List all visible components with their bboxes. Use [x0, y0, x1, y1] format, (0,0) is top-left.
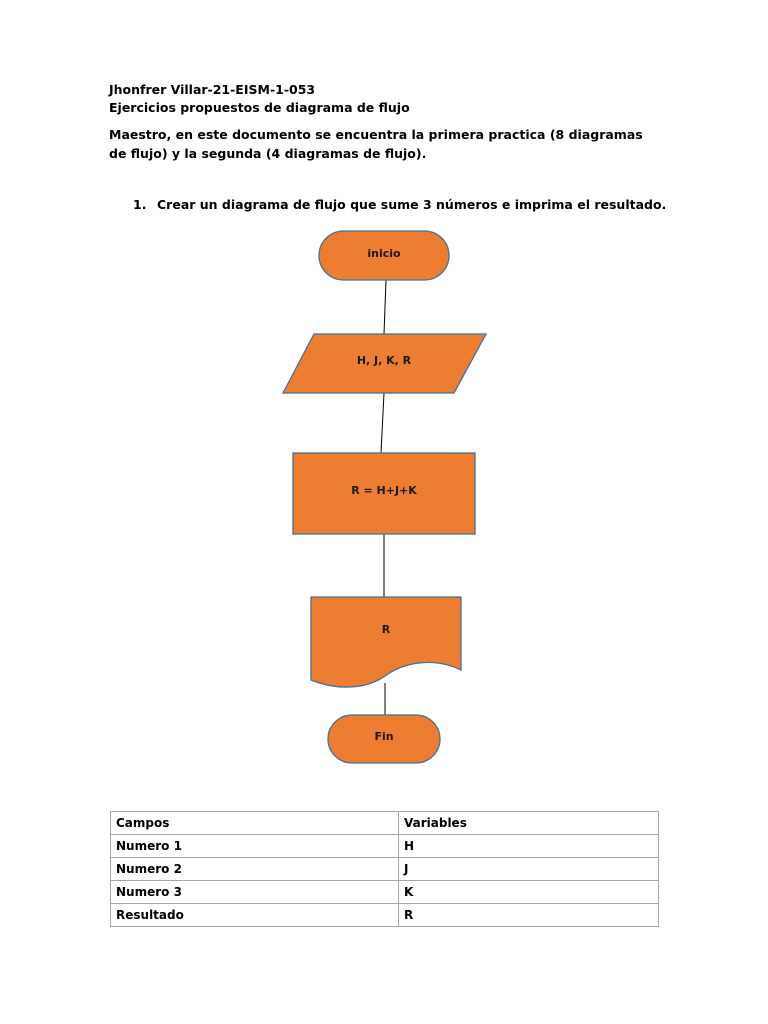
end-label: Fin: [374, 730, 394, 743]
intro-paragraph: Maestro, en este documento se encuentra la primera practica (8 diagramas de flujo) y la segunda (4 diagramas de flujo).: [109, 127, 643, 161]
connector-input-process: [381, 393, 384, 453]
output-document: [311, 597, 461, 687]
table-cell-campo: Numero 2: [111, 858, 399, 881]
table-cell-campo: Numero 3: [111, 881, 399, 904]
table-cell-variable: K: [399, 881, 659, 904]
variables-table: [110, 811, 659, 927]
table-row: [111, 881, 659, 904]
process-label: R = H+J+K: [351, 484, 417, 497]
table-row: [111, 835, 659, 858]
table-cell-campo: Numero 1: [111, 835, 399, 858]
document-subtitle: Ejercicios propuestos de diagrama de flujo: [109, 100, 410, 115]
table-cell-variable: R: [399, 904, 659, 927]
table-cell-variable: H: [399, 835, 659, 858]
output-label: R: [381, 623, 391, 636]
exercise-number: 1.: [133, 197, 147, 212]
exercise-text: Crear un diagrama de flujo que sume 3 números e imprima el resultado.: [157, 197, 667, 212]
table-row: [111, 904, 659, 927]
table-cell-campo: Resultado: [111, 904, 399, 927]
document-author: Jhonfrer Villar-21-EISM-1-053: [109, 82, 316, 97]
table-row: [111, 858, 659, 881]
start-label: inicio: [367, 247, 401, 260]
table-header-campos: Campos: [111, 812, 399, 835]
table-header-variables: Variables: [399, 812, 659, 835]
connector-start-input: [384, 280, 386, 334]
table-cell-variable: J: [399, 858, 659, 881]
input-label: H, J, K, R: [356, 354, 412, 367]
table-header-row: [111, 812, 659, 835]
